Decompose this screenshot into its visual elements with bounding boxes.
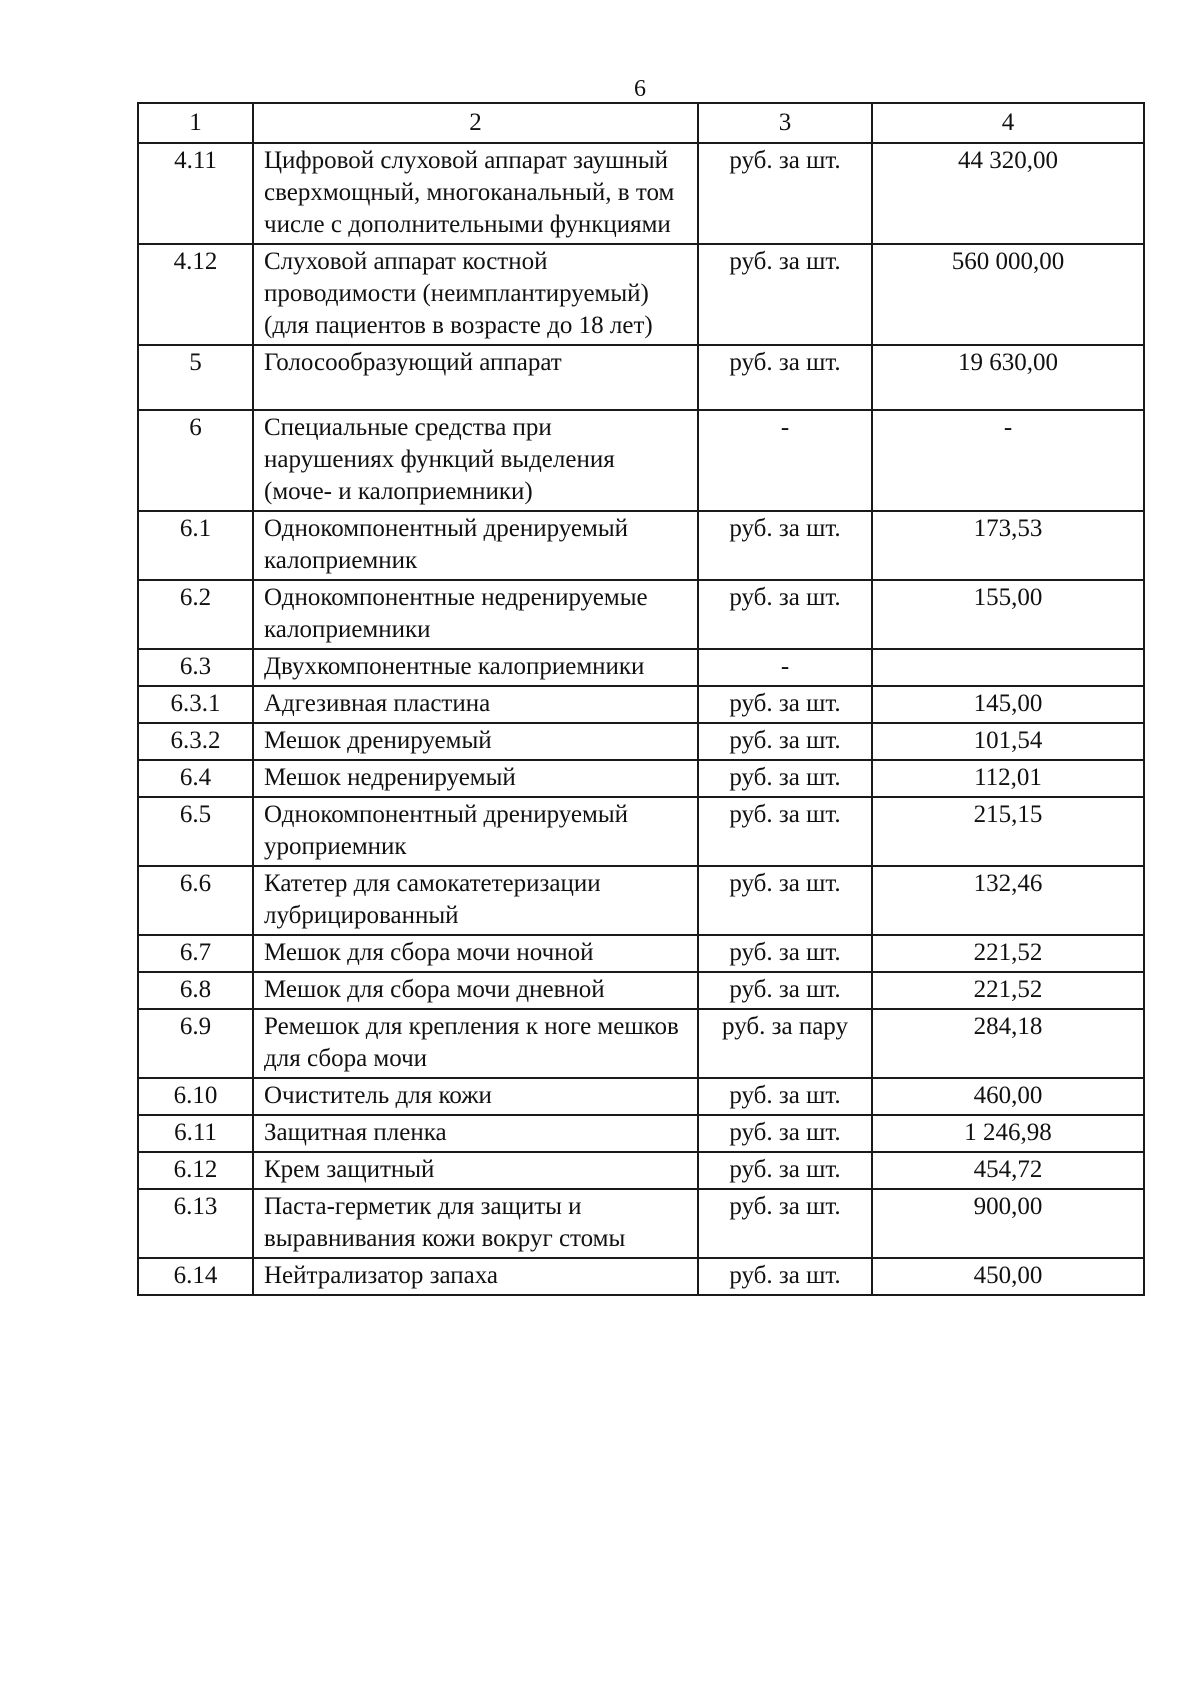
row-name: Специальные средства при нарушениях функций выделения (моче- и калоприемники) [253, 410, 698, 511]
row-number: 6.9 [138, 1009, 253, 1078]
table-row [138, 866, 1144, 935]
table-row [138, 797, 1144, 866]
header-cell-number: 1 [138, 103, 253, 143]
row-unit: руб. за шт. [698, 511, 872, 580]
row-price: 173,53 [872, 511, 1144, 580]
table-row [138, 1009, 1144, 1078]
table-row [138, 723, 1144, 760]
row-price: 454,72 [872, 1152, 1144, 1189]
page-number: 6 [634, 76, 646, 102]
row-number: 6.13 [138, 1189, 253, 1258]
row-number: 6.12 [138, 1152, 253, 1189]
row-number: 4.11 [138, 143, 253, 244]
row-price: 19 630,00 [872, 345, 1144, 410]
row-price: 155,00 [872, 580, 1144, 649]
row-name: Адгезивная пластина [253, 686, 698, 723]
header-cell-name: 2 [253, 103, 698, 143]
table-row [138, 1115, 1144, 1152]
row-name: Защитная пленка [253, 1115, 698, 1152]
row-number: 6.3 [138, 649, 253, 686]
row-unit: руб. за пару [698, 1009, 872, 1078]
row-number: 5 [138, 345, 253, 410]
row-number: 6 [138, 410, 253, 511]
row-name: Однокомпонентный дренируемый калоприемник [253, 511, 698, 580]
row-number: 6.1 [138, 511, 253, 580]
row-name: Катетер для самокатетеризации лубрицированный [253, 866, 698, 935]
header-cell-price: 4 [872, 103, 1144, 143]
row-price: 460,00 [872, 1078, 1144, 1115]
row-number: 6.6 [138, 866, 253, 935]
table-row [138, 244, 1144, 345]
row-price: 1 246,98 [872, 1115, 1144, 1152]
row-name: Мешок для сбора мочи ночной [253, 935, 698, 972]
row-unit: - [698, 410, 872, 511]
row-number: 6.7 [138, 935, 253, 972]
row-number: 6.8 [138, 972, 253, 1009]
row-name: Однокомпонентный дренируемый уроприемник [253, 797, 698, 866]
row-unit: руб. за шт. [698, 1115, 872, 1152]
row-unit: руб. за шт. [698, 797, 872, 866]
row-unit: - [698, 649, 872, 686]
row-number: 6.4 [138, 760, 253, 797]
row-name: Паста-герметик для защиты и выравнивания кожи вокруг стомы [253, 1189, 698, 1258]
row-price: 101,54 [872, 723, 1144, 760]
row-name: Двухкомпонентные калоприемники [253, 649, 698, 686]
row-name: Мешок для сбора мочи дневной [253, 972, 698, 1009]
table-row [138, 760, 1144, 797]
table-row [138, 649, 1144, 686]
row-unit: руб. за шт. [698, 686, 872, 723]
table-row [138, 1152, 1144, 1189]
row-price: 221,52 [872, 935, 1144, 972]
row-unit: руб. за шт. [698, 1258, 872, 1295]
row-number: 6.10 [138, 1078, 253, 1115]
row-unit: руб. за шт. [698, 143, 872, 244]
row-name: Мешок дренируемый [253, 723, 698, 760]
row-unit: руб. за шт. [698, 935, 872, 972]
table-row [138, 1258, 1144, 1295]
header-cell-unit: 3 [698, 103, 872, 143]
row-number: 6.11 [138, 1115, 253, 1152]
row-unit: руб. за шт. [698, 345, 872, 410]
row-name: Нейтрализатор запаха [253, 1258, 698, 1295]
table-row [138, 345, 1144, 410]
row-unit: руб. за шт. [698, 1152, 872, 1189]
table-row [138, 143, 1144, 244]
table-row [138, 686, 1144, 723]
row-number: 6.14 [138, 1258, 253, 1295]
table-row [138, 1078, 1144, 1115]
row-unit: руб. за шт. [698, 1078, 872, 1115]
row-name: Мешок недренируемый [253, 760, 698, 797]
row-name: Крем защитный [253, 1152, 698, 1189]
row-number: 4.12 [138, 244, 253, 345]
row-price: 132,46 [872, 866, 1144, 935]
table-row [138, 1189, 1144, 1258]
table-header-row [138, 103, 1144, 143]
row-price: 112,01 [872, 760, 1144, 797]
row-name: Ремешок для крепления к ноге мешков для сбора мочи [253, 1009, 698, 1078]
row-price: 560 000,00 [872, 244, 1144, 345]
row-unit: руб. за шт. [698, 972, 872, 1009]
table-row [138, 410, 1144, 511]
row-unit: руб. за шт. [698, 866, 872, 935]
row-name: Слуховой аппарат костной проводимости (неимплантируемый) (для пациентов в возрасте до 18 лет) [253, 244, 698, 345]
table-row [138, 972, 1144, 1009]
row-unit: руб. за шт. [698, 580, 872, 649]
price-table [137, 102, 1145, 1296]
row-unit: руб. за шт. [698, 1189, 872, 1258]
row-price: 145,00 [872, 686, 1144, 723]
table-row [138, 935, 1144, 972]
row-price: 221,52 [872, 972, 1144, 1009]
table-row [138, 580, 1144, 649]
row-price: 900,00 [872, 1189, 1144, 1258]
row-name: Однокомпонентные недренируемые калоприемники [253, 580, 698, 649]
row-unit: руб. за шт. [698, 760, 872, 797]
row-number: 6.2 [138, 580, 253, 649]
row-price [872, 649, 1144, 686]
row-name: Очиститель для кожи [253, 1078, 698, 1115]
row-number: 6.5 [138, 797, 253, 866]
row-name: Цифровой слуховой аппарат заушный сверхмощный, многоканальный, в том числе с дополнительными функциями [253, 143, 698, 244]
row-price: 215,15 [872, 797, 1144, 866]
row-unit: руб. за шт. [698, 244, 872, 345]
row-number: 6.3.1 [138, 686, 253, 723]
row-price: 44 320,00 [872, 143, 1144, 244]
row-unit: руб. за шт. [698, 723, 872, 760]
table-row [138, 511, 1144, 580]
row-price: - [872, 410, 1144, 511]
row-number: 6.3.2 [138, 723, 253, 760]
row-name: Голосообразующий аппарат [253, 345, 698, 410]
row-price: 450,00 [872, 1258, 1144, 1295]
row-price: 284,18 [872, 1009, 1144, 1078]
